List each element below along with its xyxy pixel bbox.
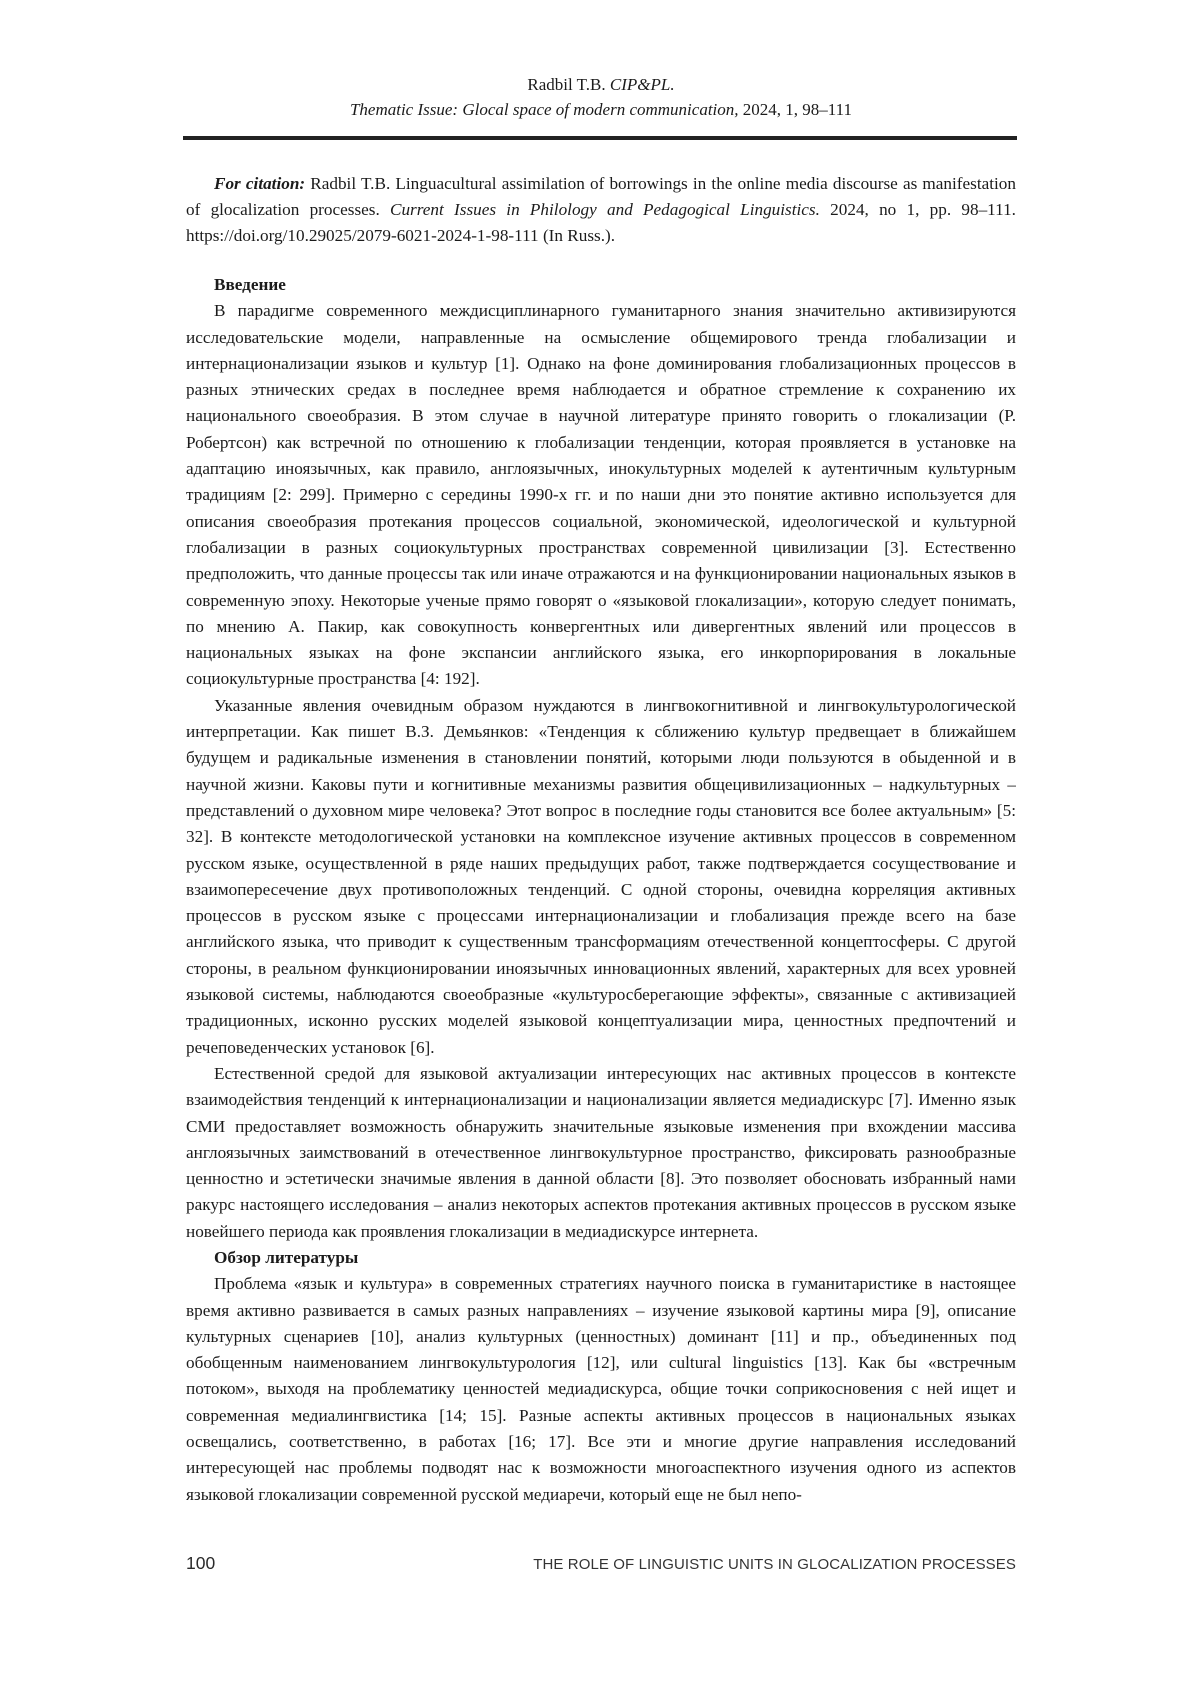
thematic-issue-title: Thematic Issue: Glocal space of modern communication,: [349, 100, 739, 119]
citation-text: Radbil T.B. Linguacultural assimilation of borrowings in the online media discourse as manifestation of glocalization processes.: [186, 174, 1016, 219]
author-name: Radbil T.B.: [527, 75, 610, 94]
intro-paragraph-3: Естественной средой для языковой актуализации интересующих нас активных процессов в контексте взаимодействия тенденций к интернационализации и национализации является медиадискурс [7]. Именно язык СМИ предоставляет возможность обнаружить значительные языковые изменения при вхождении массива англоязычных заимствований в отечественное лингвокультурное пространство, фиксировать разнообразные ценностно и эстетически значимые явления в данной области [8]. Это позволяет обосновать избранный нами ракурс настоящего исследования – анализ некоторых аспектов протекания активных процессов в русском языке новейшего периода как проявления глокализации в медиадискурсе интернета.: [186, 1063, 1016, 1241]
page-footer: [186, 1553, 1016, 1574]
intro-paragraph-2: Указанные явления очевидным образом нуждаются в лингвокогнитивной и лингвокультурологической интерпретации. Как пишет В.З. Демьянков: «Тенденция к сближению культур предвещает в ближайшем будущем и радикальные изменения в становлении понятий, которыми люди пользуются в обыденной и в научной жизни. Каковы пути и когнитивные механизмы развития общецивилизационных – надкультурных – представлений о духовном мире человека? Этот вопрос в последние годы становится все более актуальным» [5: 32]. В контексте методологической установки на комплексное изучение активных процессов в современном русском языке, осуществленной в ряде наших предыдущих работ, также подтверждается сосуществование и взаимопересечение двух противоположных тенденций. С одной стороны, очевидна корреляция активных процессов в русском языке с процессами интернационализации и глобализация прежде всего на базе английского языка, что приводит к существенным трансформациям отечественной концептосферы. С другой стороны, в реальном функционировании иноязычных инновационных явлений, характерных для всех уровней языковой системы, наблюдаются своеобразные «культуросберегающие эффекты», связанные с активизацией традиционных, исконно русских моделей языковой концептуализации мира, ценностных предпочтений и речеповеденческих установок [6].: [186, 695, 1016, 1057]
journal-name: Current Issues in Philology and Pedagogical Linguistics.: [390, 199, 820, 219]
section-heading-introduction: Введение: [214, 275, 286, 294]
running-title: THE ROLE OF LINGUISTIC UNITS IN GLOCALIZATION PROCESSES: [533, 1556, 1016, 1573]
page-number: 100: [186, 1553, 216, 1573]
page-header: [186, 72, 1016, 122]
thematic-issue-line: [186, 97, 1016, 122]
issue-meta: 2024, 1, 98–111: [738, 100, 853, 119]
header-rule: [183, 136, 1017, 140]
journal-abbreviation: CIP&PL.: [609, 75, 675, 94]
citation-lang-note: (In Russ.).: [538, 225, 616, 245]
section-heading-literature-review: Обзор литературы: [214, 1247, 359, 1267]
citation-paragraph: [186, 171, 1016, 248]
intro-paragraph-1: В парадигме современного междисциплинарного гуманитарного знания значительно активизируются исследовательские модели, направленные на осмысление общемирового тренда глобализации и интернационализации языков и культур [1]. Однако на фоне доминирования глобализационных процессов в разных этнических средах в последнее время наблюдается и обратное стремление к сохранению их национального своеобразия. В этом случае в научной литературе принято говорить о глокализации (Р. Робертсон) как встречной по отношению к глобализации тенденции, которая проявляется в установке на адаптацию иноязычных, как правило, англоязычных, инокультурных моделей к аутентичным культурным традициям [2: 299]. Примерно с середины 1990-х гг. и по наши дни это понятие активно используется для описания своеобразия протекания процессов социальной, экономической, идеологической и культурной глобализации в разных социокультурных пространствах современной цивилизации [3]. Естественно предположить, что данные процессы так или иначе отражаются и на функционировании национальных языков в современную эпоху. Некоторые ученые прямо говорят о «языковой глокализации», которую следует понимать, по мнению А. Пакир, как совокупность конвергентных или дивергентных явлений или процессов в национальных языках на фоне экспансии английского языка, его инкорпорирования в локальные социокультурные пространства [4: 192].: [186, 301, 1016, 689]
literature-review-paragraph-1: Проблема «язык и культура» в современных стратегиях научного поиска в гуманитаристике в настоящее время активно развивается в самых разных направлениях – изучение языковой картины мира [9], описание культурных сценариев [10], анализ культурных (ценностных) доминант [11] и пр., объединенных под обобщенным наименованием лингвокультурология [12], или cultural linguistics [13]. Как бы «встречным потоком», выходя на проблематику ценностей медиадискурса, общие точки соприкосновения с ней ищет и современная медиалингвистика [14; 15]. Разные аспекты активных процессов в национальных языках освещались, соответственно, в работах [16; 17]. Все эти и многие другие направления исследований интересующей нас проблемы подводят нас к возможности многоаспектного изучения одного из аспектов языковой глокализации современной русской медиаречи, который еще не был непо-: [186, 1274, 1016, 1504]
journal-title-line: [186, 72, 1016, 97]
citation-label: For citation:: [214, 174, 306, 194]
article-body: [186, 272, 1016, 1544]
citation-meta: 2024, no 1, pp. 98–111.: [819, 199, 1016, 219]
doi-link[interactable]: https://doi.org/10.29025/2079-6021-2024-1-98-111: [186, 225, 539, 245]
